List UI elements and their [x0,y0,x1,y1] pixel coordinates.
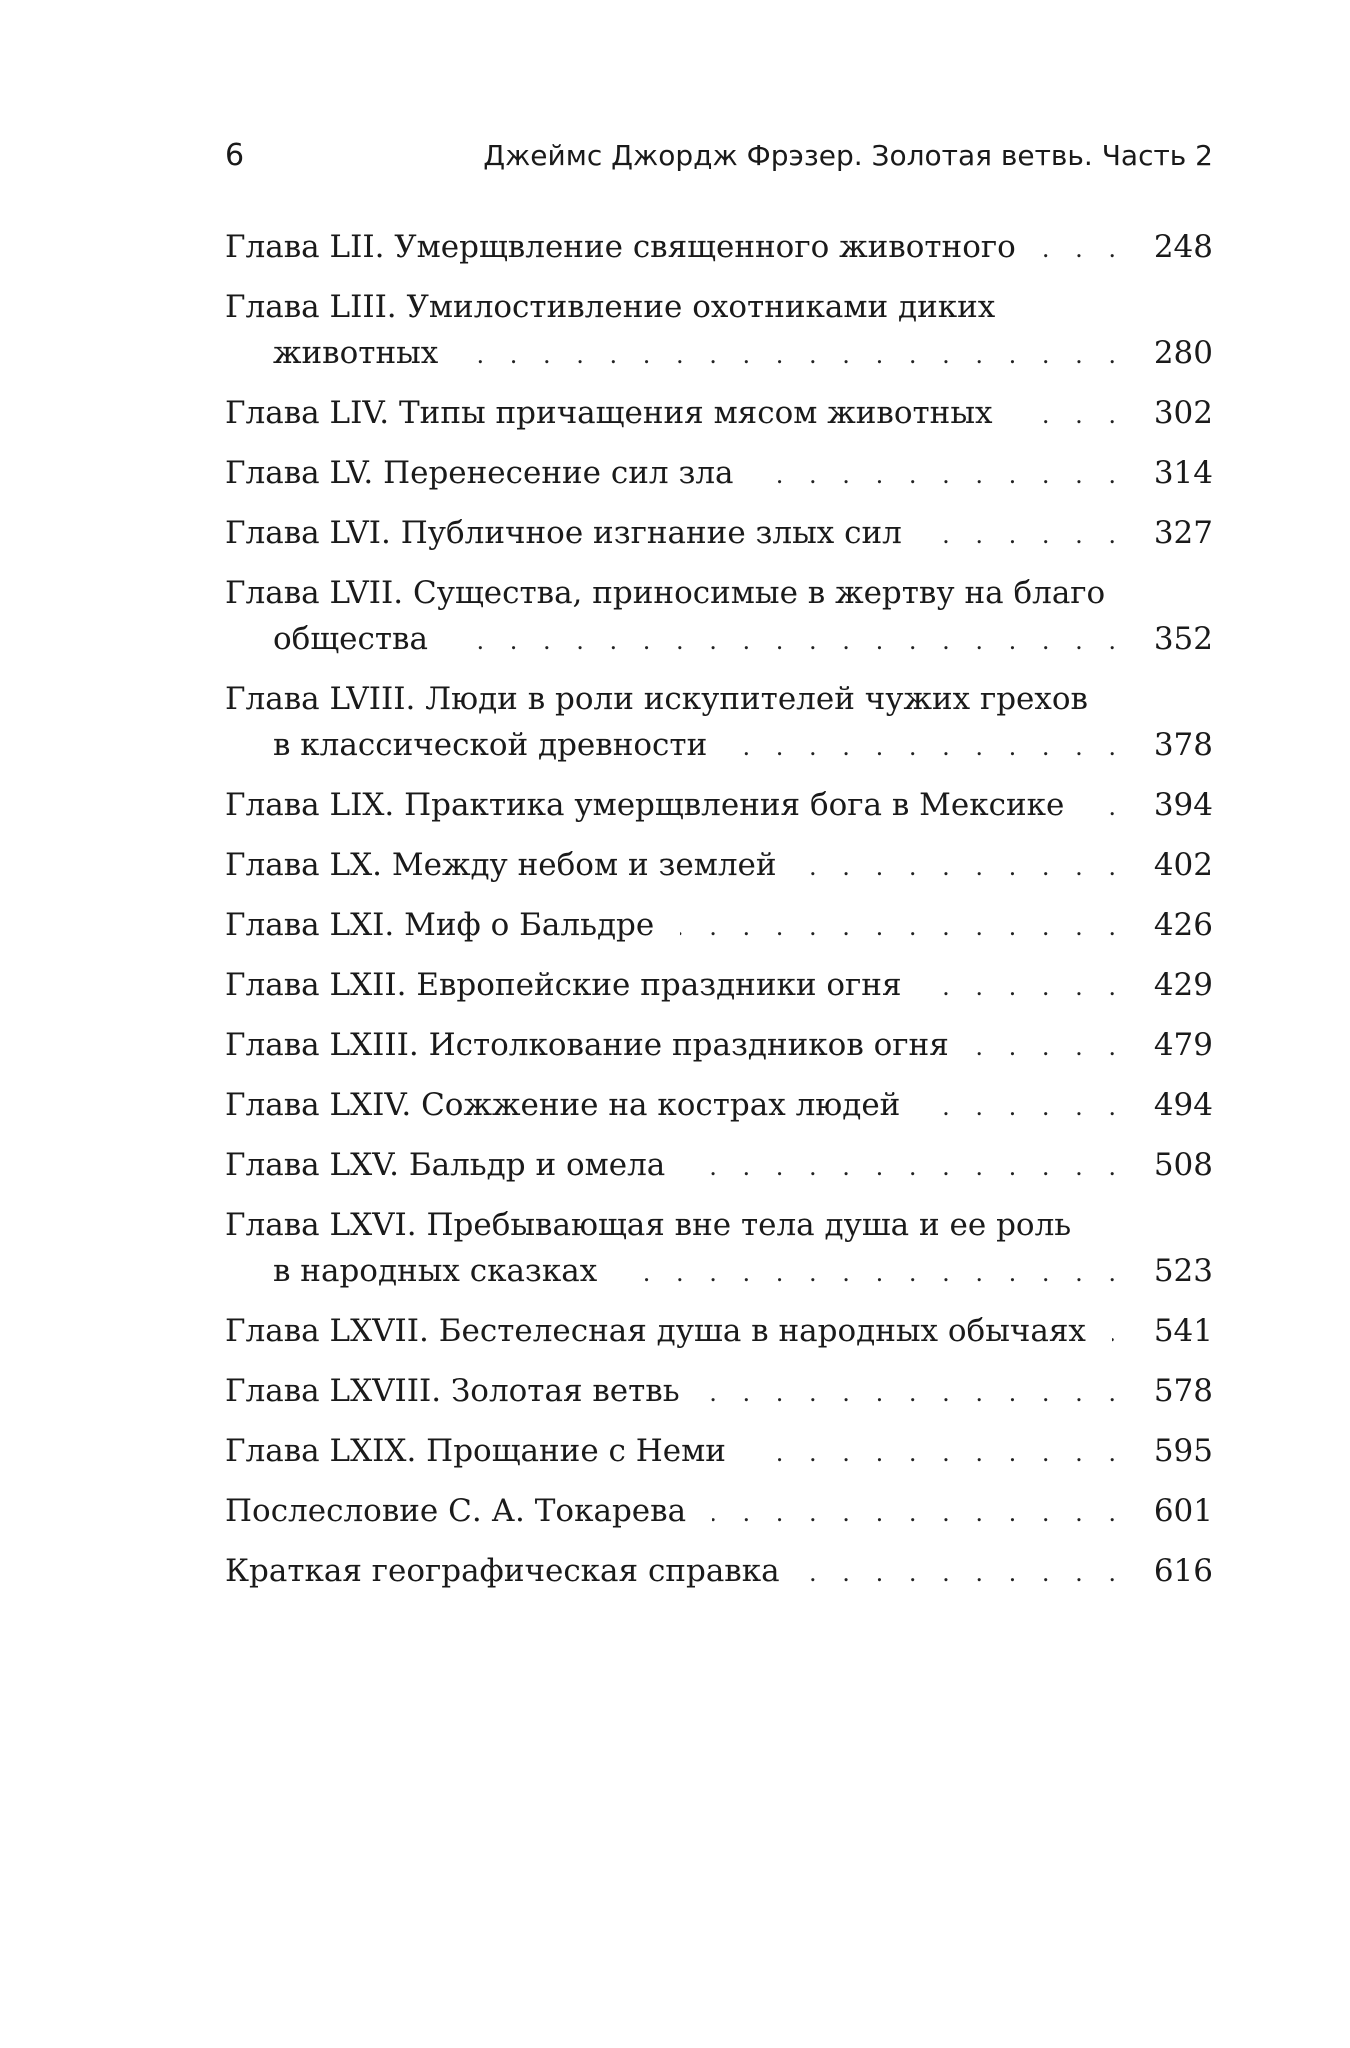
page-number: 6 [225,138,245,173]
toc-entry-line [225,1022,1213,1070]
toc-entry-title: Глава LIII. Умилостивление охотниками диких [225,289,996,325]
toc-entry-title-continuation: в классической древности [273,727,708,763]
toc-page-number: 327 [1153,515,1213,551]
toc-entry-title: Послесловие С. А. Токарева [225,1493,687,1529]
toc-entry [225,1428,1213,1476]
toc-entry-line [225,1142,1213,1190]
toc-entry-title: Глава LVII. Существа, приносимые в жертву на благо [225,575,1106,611]
toc-entry [225,510,1213,558]
toc-page-number: 578 [1153,1373,1213,1409]
toc-entry-line [225,510,1213,558]
toc-page-number: 479 [1153,1027,1213,1063]
toc-entry-title: Глава LXIX. Прощание с Неми [225,1433,726,1469]
toc-entry-title: Краткая географическая справка [225,1553,780,1589]
dot-leader [1042,226,1125,272]
toc-entry-title: Глава LXV. Бальдр и омела [225,1147,666,1183]
toc-entry [225,224,1213,272]
dot-leader [691,1144,1125,1190]
toc-entry-line [225,390,1213,438]
dot-leader [680,904,1125,950]
dot-leader [975,1024,1125,1070]
dot-leader [454,618,1125,664]
toc-entry-line [225,224,1213,272]
dot-leader [464,332,1125,378]
toc-entry-line [225,616,1213,664]
toc-entry [225,1308,1213,1356]
toc-entry-title-continuation: в народных сказках [273,1253,598,1289]
toc-entry-line [225,1082,1213,1130]
dot-leader [806,1550,1125,1596]
toc-entry [225,1488,1213,1536]
dot-leader [928,512,1125,558]
dot-leader [1090,784,1125,830]
toc-page-number: 541 [1153,1313,1213,1349]
toc-entry [225,782,1213,830]
toc-page-number: 302 [1153,395,1213,431]
dot-leader [752,1430,1125,1476]
toc-entry [225,1202,1213,1296]
toc-entry-line [225,902,1213,950]
running-head [225,136,1213,176]
toc-page-number: 280 [1153,335,1213,371]
toc-page-number: 248 [1153,229,1213,265]
toc-entry [225,842,1213,890]
toc-entry [225,902,1213,950]
toc-entry-title: Глава LXIII. Истолкование праздников огня [225,1027,949,1063]
toc-entry-line [225,450,1213,498]
toc-entry-line [225,330,1213,378]
toc-entry [225,284,1213,378]
toc-entry-title: Глава LIV. Типы причащения мясом животных [225,395,993,431]
dot-leader [1112,1310,1125,1356]
toc-entry [225,1082,1213,1130]
toc-page-number: 508 [1153,1147,1213,1183]
toc-entry-title-continuation: общества [273,621,428,657]
toc-entry [225,1548,1213,1596]
running-title: Джеймс Джордж Фрэзер. Золотая ветвь. Часть 2 [483,139,1213,172]
toc-entry [225,676,1213,770]
dot-leader [803,844,1125,890]
toc-page-number: 601 [1153,1493,1213,1529]
toc-entry-title: Глава LXII. Европейские праздники огня [225,967,902,1003]
dot-leader [760,452,1125,498]
toc-entry-title-continuation: животных [273,335,439,371]
toc-entry-line [225,1308,1213,1356]
toc-page-number: 523 [1153,1253,1213,1289]
toc-entry-line [225,1488,1213,1536]
dot-leader [926,1084,1125,1130]
dot-leader [733,724,1125,770]
toc-entry [225,570,1213,664]
toc-entry-title: Глава LVIII. Люди в роли искупителей чужих грехов [225,681,1089,717]
toc-entry-line [225,1368,1213,1416]
toc-entry [225,390,1213,438]
toc-entry [225,1368,1213,1416]
toc-entry-title: Глава LXIV. Сожжение на кострах людей [225,1087,901,1123]
table-of-contents [225,224,1213,1608]
toc-entry-title: Глава LXI. Миф о Бальдре [225,907,655,943]
toc-page-number: 402 [1153,847,1213,883]
toc-entry [225,450,1213,498]
toc-entry-line [225,842,1213,890]
toc-entry-title: Глава LXVIII. Золотая ветвь [225,1373,680,1409]
dot-leader [1019,392,1126,438]
dot-leader [706,1370,1125,1416]
toc-entry-title: Глава LXVI. Пребывающая вне тела душа и ее роль [225,1207,1072,1243]
toc-entry-title: Глава LVI. Публичное изгнание злых сил [225,515,902,551]
dot-leader [712,1490,1125,1536]
toc-entry-title: Глава LIX. Практика умерщвления бога в Мексике [225,787,1065,823]
toc-page-number: 352 [1153,621,1213,657]
dot-leader [928,964,1125,1010]
toc-entry-line [225,1428,1213,1476]
toc-page-number: 426 [1153,907,1213,943]
toc-entry [225,1142,1213,1190]
toc-entry-title: Глава LII. Умерщвление священного животного [225,229,1016,265]
toc-entry-line [225,782,1213,830]
toc-entry [225,1022,1213,1070]
toc-entry-title: Глава LX. Между небом и землей [225,847,777,883]
dot-leader [623,1250,1125,1296]
toc-page-number: 314 [1153,455,1213,491]
toc-entry-title: Глава LXVII. Бестелесная душа в народных обычаях [225,1313,1086,1349]
toc-page-number: 595 [1153,1433,1213,1469]
toc-entry-line [225,1248,1213,1296]
toc-page-number: 429 [1153,967,1213,1003]
toc-page-number: 494 [1153,1087,1213,1123]
toc-entry-line [225,722,1213,770]
toc-page-number: 616 [1153,1553,1213,1589]
toc-entry-title: Глава LV. Перенесение сил зла [225,455,734,491]
toc-page-number: 378 [1153,727,1213,763]
toc-entry-line [225,962,1213,1010]
toc-entry-line [225,1548,1213,1596]
toc-entry [225,962,1213,1010]
toc-page-number: 394 [1153,787,1213,823]
